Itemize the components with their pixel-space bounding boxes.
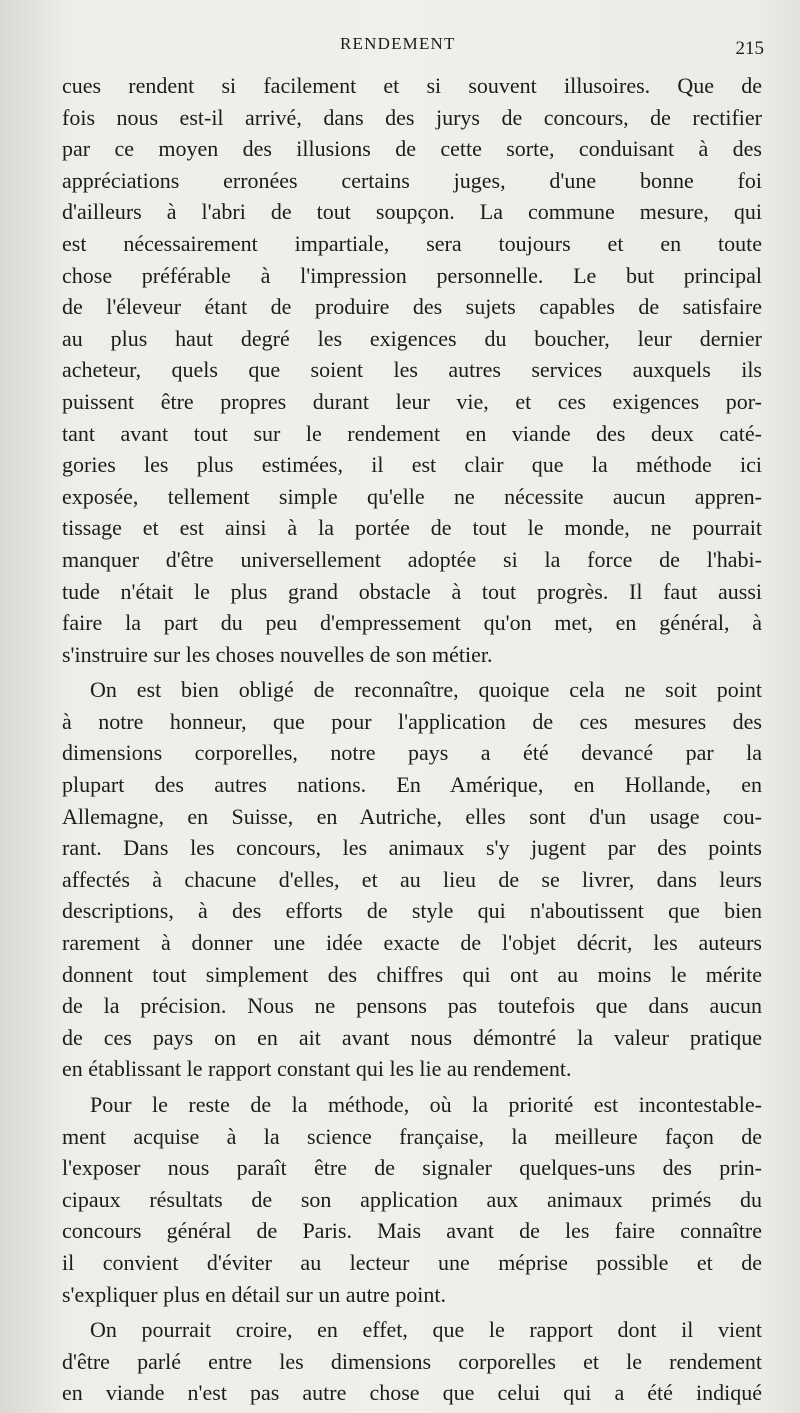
text-line: à notre honneur, que pour l'application de ces mesures des xyxy=(62,708,762,734)
text-line: Pour le reste de la méthode, où la priorité est incontestable- xyxy=(90,1092,762,1117)
running-title: RENDEMENT xyxy=(340,34,456,53)
text-line: cipaux résultats de son application aux animaux primés du xyxy=(62,1186,762,1212)
text-line: en établissant le rapport constant qui les lie au rendement. xyxy=(62,1056,572,1082)
text-line: en viande n'est pas autre chose que celui qui a été indiqué xyxy=(62,1380,762,1406)
text-line: tant avant tout sur le rendement en viande des deux caté- xyxy=(62,420,762,446)
paragraph xyxy=(62,1089,762,1310)
page-header xyxy=(0,34,800,64)
text-line: gories les plus estimées, il est clair que la méthode ici xyxy=(62,452,762,478)
paragraph xyxy=(62,1314,762,1409)
text-line: appréciations erronées certains juges, d'une bonne foi xyxy=(62,167,762,193)
text-line: On pourrait croire, en effet, que le rapport dont il vient xyxy=(90,1317,762,1343)
paragraph xyxy=(62,70,762,670)
text-line: faire la part du peu d'empressement qu'on met, en général, à xyxy=(62,610,762,636)
text-line: On est bien obligé de reconnaître, quoique cela ne soit point xyxy=(90,677,762,703)
text-line: s'instruire sur les choses nouvelles de son métier. xyxy=(62,641,493,667)
text-line: puissent être propres durant leur vie, et ces exigences por- xyxy=(62,388,762,414)
text-line: de l'éleveur étant de produire des sujets capables de satisfaire xyxy=(62,294,762,320)
text-line: donnent tout simplement des chiffres qui ont au moins le mérite xyxy=(62,961,762,987)
text-line: rant. Dans les concours, les animaux s'y jugent par des points xyxy=(62,835,762,861)
text-line: concours général de Paris. Mais avant de les faire connaître xyxy=(62,1218,762,1244)
text-line: cues rendent si facilement et si souvent illusoires. Que de xyxy=(62,73,762,98)
text-line: est nécessairement impartiale, sera toujours et en toute xyxy=(62,230,762,256)
paragraph xyxy=(62,674,762,1085)
text-line: acheteur, quels que soient les autres services auxquels ils xyxy=(62,357,762,383)
text-line: rarement à donner une idée exacte de l'objet décrit, les auteurs xyxy=(62,930,762,956)
text-line: au plus haut degré les exigences du boucher, leur dernier xyxy=(62,325,762,351)
text-line: de ces pays on en ait avant nous démontré la valeur pratique xyxy=(62,1024,762,1050)
text-line: Allemagne, en Suisse, en Autriche, elles sont d'un usage cou- xyxy=(62,803,762,829)
text-line: d'être parlé entre les dimensions corporelles et le rendement xyxy=(62,1348,762,1374)
page-number: 215 xyxy=(735,38,764,59)
text-line: de la précision. Nous ne pensons pas toutefois que dans aucun xyxy=(62,993,762,1019)
text-line: plupart des autres nations. En Amérique, en Hollande, en xyxy=(62,772,762,798)
text-line: dimensions corporelles, notre pays a été devancé par la xyxy=(62,740,762,766)
text-line: affectés à chacune d'elles, et au lieu de se livrer, dans leurs xyxy=(62,866,762,892)
text-line: tude n'était le plus grand obstacle à tout progrès. Il faut aussi xyxy=(62,578,762,604)
text-line: ment acquise à la science française, la meilleure façon de xyxy=(62,1123,762,1149)
text-line: descriptions, à des efforts de style qui n'aboutissent que bien xyxy=(62,898,762,924)
text-line: l'exposer nous paraît être de signaler quelques-uns des prin- xyxy=(62,1155,762,1181)
text-line: il convient d'éviter au lecteur une méprise possible et de xyxy=(62,1249,762,1275)
text-line: s'expliquer plus en détail sur un autre point. xyxy=(62,1281,446,1307)
page-body xyxy=(62,70,762,1409)
text-line: fois nous est-il arrivé, dans des jurys de concours, de rectifier xyxy=(62,104,762,130)
text-line: tissage et est ainsi à la portée de tout le monde, ne pourrait xyxy=(62,515,762,541)
text-line: chose préférable à l'impression personnelle. Le but principal xyxy=(62,262,762,288)
text-line: d'ailleurs à l'abri de tout soupçon. La commune mesure, qui xyxy=(62,199,762,225)
text-line: par ce moyen des illusions de cette sorte, conduisant à des xyxy=(62,136,762,162)
text-line: exposée, tellement simple qu'elle ne nécessite aucun appren- xyxy=(62,483,762,509)
text-line: manquer d'être universellement adoptée si la force de l'habi- xyxy=(62,546,762,572)
